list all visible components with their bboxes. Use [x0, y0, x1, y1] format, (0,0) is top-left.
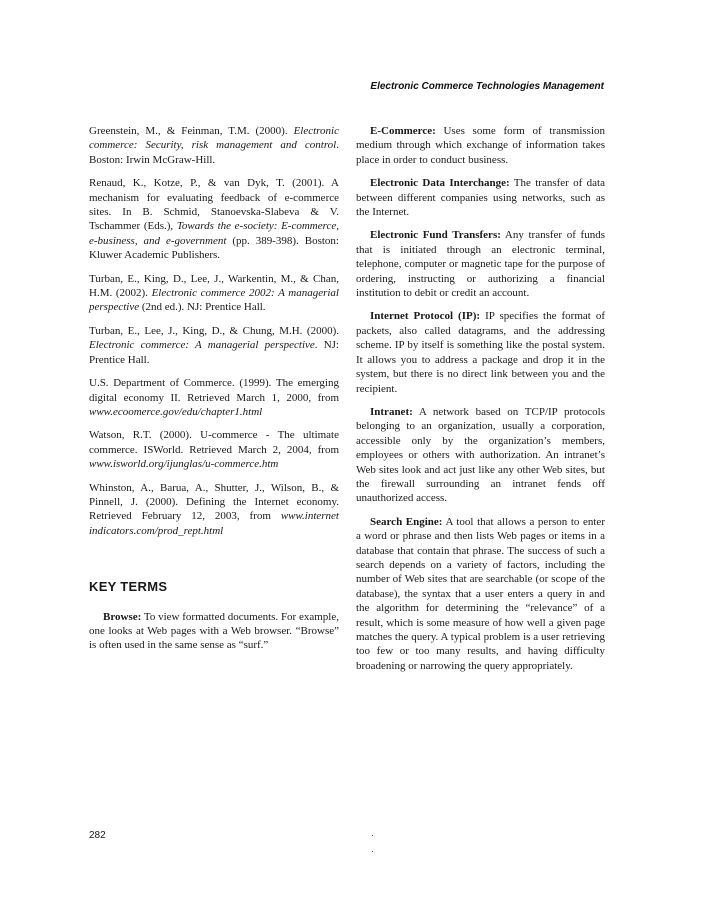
term-definition: A tool that allows a person to enter a word or phrase and then lists Web pages or items in a database that contain that phrase. The success of such a search depends on a variety of factors, including the number of Web sites that are searchable (or scope of the database), the syntax that a user enters a query in and the algorithm for determining the “relevance” of a result, which is some measure of how well a given page matches the query. A typical problem is a user retrieving too few or too many results, and having difficulty broadening or narrowing the query appropriately. [356, 515, 605, 672]
term-entry [356, 176, 605, 219]
term-entry [356, 228, 605, 300]
term-definition: Any transfer of funds that is initiated through an electronic terminal, telephone, computer or magnetic tape for the purpose of ordering, instructing or authorizing a financial institution to debit or credit an account. [356, 229, 605, 300]
term-entry [356, 405, 605, 506]
term-name: Electronic Fund Transfers: [370, 229, 501, 242]
reference-entry: Greenstein, M., & Feinman, T.M. (2000). Electronic commerce: Security, risk management and control. Boston: Irwin McGraw-Hill. [89, 125, 339, 166]
reference-entry: Whinston, A., Barua, A., Shutter, J., Wilson, B., & Pinnell, J. (2000). Defining the Internet economy. Retrieved February 12, 2003, from www.internet indicators.com/prod_rept.html [89, 481, 339, 537]
term-name: Browse: [103, 610, 142, 623]
scan-speck [372, 835, 373, 836]
term-entry [356, 515, 605, 673]
term-name: Electronic Data Interchange: [370, 177, 510, 190]
term-entry [89, 610, 339, 653]
right-column [356, 124, 605, 682]
left-column [89, 124, 339, 662]
term-definition: Uses some form of transmission medium through which exchange of information takes place in order to conduct business. [356, 125, 606, 166]
term-definition: To view formatted documents. For example, one looks at Web pages with a Web browser. “Browse” is often used in the same sense as “surf.” [89, 610, 339, 652]
page-number: 282 [89, 830, 106, 841]
term-definition: A network based on TCP/IP protocols belonging to an organization, usually a corporation, accessible only by the organization’s members, employees or others with authorization. An intranet’s Web sites look and act just like any other Web sites, but the firewall surrounding an intranet fends off unauthorized access. [356, 405, 605, 505]
term-name: E-Commerce: [370, 125, 436, 137]
term-entry [356, 309, 605, 395]
term-definition: IP specifies the format of packets, also called datagrams, and the addressing scheme. IP by itself is something like the postal system. It allows you to address a package and drop it in the system, but there is no direct link between you and the recipient. [356, 310, 606, 395]
term-entry [356, 124, 605, 167]
reference-entry: Turban, E., King, D., Lee, J., Warkentin, M., & Chan, H.M. (2002). Electronic commerce 2002: A managerial perspective (2nd ed.). NJ: Prentice Hall. [89, 272, 339, 314]
term-name: Intranet: [370, 405, 413, 418]
running-header: Electronic Commerce Technologies Management [370, 81, 604, 92]
scan-speck [372, 851, 373, 852]
term-name: Internet Protocol (IP): [370, 310, 481, 323]
reference-entry: U.S. Department of Commerce. (1999). The emerging digital economy II. Retrieved March 1, 2000, from www.ecoomerce.gov/edu/chapter1.html [89, 377, 339, 418]
term-name: Search Engine: [370, 515, 443, 528]
key-terms-heading: KEY TERMS [89, 579, 168, 595]
reference-entry: Watson, R.T. (2000). U-commerce - The ultimate commerce. ISWorld. Retrieved March 2, 2004, from www.isworld.org/ijunglas/u-commerce.htm [89, 429, 339, 471]
term-definition: The transfer of data between different companies using networks, such as the Internet. [356, 177, 605, 219]
reference-entry: Turban, E., Lee, J., King, D., & Chung, M.H. (2000). Electronic commerce: A managerial perspective. NJ: Prentice Hall. [89, 324, 339, 366]
reference-entry: Renaud, K., Kotze, P., & van Dyk, T. (2001). A mechanism for evaluating feedback of e-commerce sites. In B. Schmid, Stanoevska-Slabeva & V. Tschammer (Eds.), Towards the e-society: E-commerce, e-business, and e-government (pp. 389-398). Boston: Kluwer Academic Publishers. [89, 177, 339, 262]
